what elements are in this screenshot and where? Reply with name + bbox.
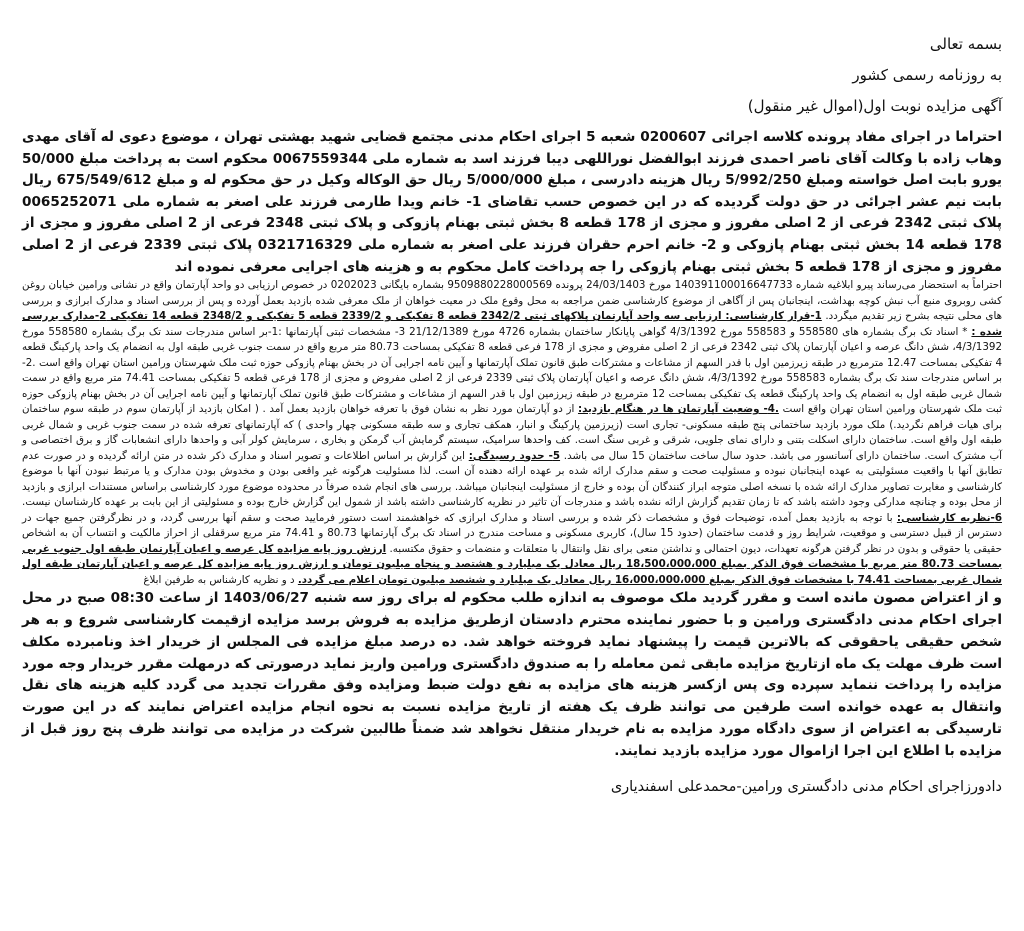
expert-report-documents: * اسناد تک برگ بشماره های 558580 و 558583 مورخ 4/3/1392 گواهی پایانکار ساختمان بشماره 4726 مورخ 21/12/1389 3- مشخصات ثبتی آپارتمانها :1-بر اساس مندرجات سند تک برگ بشماره 558580 مورخ 4/3/1392، شش دانگ عرصه و اعیان آپارتمان پلاک ثبتی 2342 فرعی از 2 اصلی مفروض و مجزی از 178 فرعی قطعه 8 تفکیکی بمساحت 80.73 متر مربع واقع در سمت جنوب غربی طبقه اول به انضمام یک واحد پارکینگ قطعه 4 تفکیکی بمساحت 12.47 مترمربع در طبقه زیرزمین اول با قدر السهم از مشاعات و مشترکات طبق قانون تملک آپارتمانها و آیین نامه اجرایی آن در بخش بهنام پازوکی حوزه ثبت ملک شهرستان ورامین استان تهران واقع است .2-بر اساس مندرجات سند تک برگ بشماره 558583 مورخ 4/3/1392، شش دانگ عرصه و اعیان آپارتمان پلاک ثبتی 2339 فرعی از 2 اصلی مفروض و مجزی از 178 فرعی قطعه 5 تفکیکی بمساحت 74.41 متر مربع واقع در سمت شمال غربی طبقه اول به انضمام یک واحد پارکینگ قطعه یک تفکیکی بمساحت 12 مترمربع در طبقه زیرزمین اول با قدر السهم از مشاعات و مشترکات طبق قانون تملک آپارتمانها و آیین نامه اجرایی آن در بخش بهنام پازوکی حوزه ثبت ملک شهرستان ورامین استان تهران واقع است [22,325,1003,416]
expert-report-heading-6: 6-نظریه کارشناسی: [896,511,1003,524]
expert-report-heading-4: .4- وضعیت آپارتمان ها در هنگام بازدید: [577,403,779,416]
newspaper-label: به روزنامه رسمی کشور [852,66,1002,84]
expert-report-scope: این گزارش بر اساس اطلاعات و تصویر اسناد و مدارک ذکر شده در متن ارائه گردیده و در صورت عدم تطابق آنها با واقعیت مسئولیتی به عهده اینجانبان نبوده و مسئولیت صحت و سقم مدارک ارائه شده بر عهده ارائه دهنده آن است. لذا مسئولیت هرگونه غیر واقعی بودن و مخدوش بودن مدارک و یا مرتبط نبودن آنها با موضوع کارشناسی و مغایرت تصاویر مدارک ارائه شده با نسخه اصلی متوجه ابراز کنندگان آن بوده و خارج از مسئولیت اینجانبان میباشد. بررسی های انجام شده صرفاً در محدوده موضوع مورد کارشناسی براساس مستندات ابرازی و بازدید از محل بوده و چنانچه مدارکی وجود داشته باشد که تا زمان تقدیم گزارش ارائه نشده باشد و مندرجات آن تاثیر در نظریه کارشناسی داشته باشد از شمول این گزارش خارج بوده و مسئولیتی از این بابت بر عهده کارشناسان نیست. [22,449,1002,509]
auction-paragraph: و از اعتراض مصون مانده است و مقرر گردید ملک موصوف به اندازه طلب محکوم له برای روز سه شنبه 1403/06/27 از ساعت 08:30 صبح در محل اجرای احکام مدنی دادگستری ورامین و با حضور نماینده محترم دادستان ازطریق مزایده به فروش برسد مزایده ازقیمت کارشناسی شروع و به هر شخص حقیقی یاحقوقی که بالاترین قیمت را پیشنهاد نماید فروخته خواهد شد. ده درصد مبلغ مزایده فی المجلس از خریدار اخذ ونامبرده مکلف است ظرف مهلت یک ماه ازتاریخ مزایده مابقی ثمن معامله را به صندوق دادگستری ورامین واریز نماید درصورتی که درمهلت مقرر خریدار وجه مورد مزایده را پرداخت ننماید سپرده وی پس ازکسر هزینه های مزایده به نفع دولت ضبط ومزایده وفق مقررات تجدید می گردد کلیه هزینه های نقل وانتقال به عهده خوانده است طرفین می توانند ظرف یک هفته از تاریخ مزایده نسبت به نحوه انجام مزایده اعتراض نمایند که در این صورت تارسیدگی به اعتراض از سوی دادگاه مورد مزایده به نام خریدار منتقل نخواهد شد ضمناً طالبین شرکت در مزایده می توانند ظرف پنج روز قبل از مزایده با اطلاع این اجرا ازاموال مورد مزایده بازدید نمایند. [22,590,1002,759]
expert-report-values: ارزش روز پایه مزایده کل عرصه و اعیان آپارتمان طبقه اول جنوب غربی بمساحت 80.73 متر مربع با مشخصات فوق الذکر بمبلغ 18،500،000،000 ریال معادل یک میلیارد و هشتصد و پنجاه میلیون تومان و ارزش روز پایه مزایده کل عرصه و اعیان آپارتمان طبقه اول شمال غربی بمساحت 74.41 با مشخصات فوق الذکر بمبلغ 16،000،000،000 ریال معادل یک میلیارد و ششصد میلیون تومان اعلام می گردد. [22,542,1003,586]
expert-report-visit: از دو آپارتمان مورد نظر به نشان فوق با تعرفه خواهان بازدید بعمل آمد . ( امکان بازدید از آپارتمان سوم در طبقه سوم ساختمان برای هیات فراهم نگردید.) ملک مورد بازدید ساختمانی پنج طبقه مسکونی- تجاری است (زیرزمین پارکینگ و انبار، همکف تجاری و سه طبقه مسکونی چهار واحدی ) که آپارتمانهای تعرفه شده در سمت جنوب غربی و شمال غربی طبقه اول واقع است. ساختمان دارای اسکلت بتنی و دارای نمای جلویی، شرقی و غربی سنگ است. کف واحدها سرامیک، سیستم گرمایش آب گرمکن و بخاری ، سرمایش کولر آبی و واحدها دارای انشعابات گاز و برق اختصاصی و آب مشترک است. ساختمان دارای آسانسور می باشد. حدود سال ساخت ساختمان 15 سال می باشد. [22,403,1002,462]
expert-report-tail: د و نظریه کارشناس به طرفین ابلاغ [143,573,295,586]
intro-paragraph: احتراما در اجرای مفاد پرونده کلاسه اجرائی 0200607 شعبه 5 اجرای احکام مدنی مجتمع قضایی شهید بهشتی تهران ، موضوع دعوی له آقای مهدی وهاب زاده با وکالت آقای ناصر احمدی فرزند ابوالفضل نوراللهی دیبا فرزند اسد به شماره ملی 0067559344 محکوم است به پرداخت مبلغ 50/000 یورو بابت اصل خواسته ومبلغ 5/992/250 ریال هزینه دادرسی ، مبلغ 5/000/000 ریال حق الوکاله وکیل در حق محکوم له و مبلغ 675/549/612 ریال بابت نیم عشر اجرائی در حق دولت گردیده که در این خصوص حسب تقاضای 1- خانم ویدا طارمی فرزند علی اصغر به شماره ملی 0065252071 پلاک ثبتی 2342 فرعی از 2 اصلی مفروز و مجزی از 178 قطعه 8 بخش ثبتی بهنام پازوکی و پلاک ثبتی 2348 فرعی از 2 اصلی مفروز و مجزی از 178 قطعه 14 بخش ثبتی بهنام پازوکی و 2- خانم احرم حقران فرزند علی اصغر به شماره ملی 0321716329 پلاک ثبتی 2339 فرعی از 2 اصلی مفروز و مجزی از 178 قطعه 5 بخش ثبتی بهنام پازوکی را جه پرداخت کامل محکوم به و هزینه های اجرایی معرفی نموده اند [22,129,1003,275]
expert-report-heading: 1-قرار کارشناسی: ارزیابی سه واحد آپارتمان پلاکهای ثبتی 2342/2 قطعه 8 تفکیکی و 2339/2 قطعه 5 تفکیکی و 2348/2 قطعه 14 تفکیکی 2-مدارک بررسی شده : [22,310,1002,338]
signature: دادورزاجرای احکام مدنی دادگستری ورامین-محمدعلی اسفندیاری [610,778,1002,795]
expert-report-paragraph [22,278,1002,588]
basmala: بسمه تعالی [929,35,1002,53]
expert-report-intro: احتراماً به استحضار می‌رساند پیرو ابلاغیه شماره 140391100016647733 مورخ 24/03/1403 پرونده 9509880228000569 بشماره بایگانی 0202023 در خصوص ارزیابی دو واحد آپارتمان واقع در نشانی ورامین خیابان روغن کشی روبروی منبع آب نبش کوچه بهداشت، اینجانبان پس از آگاهی از موضوع کارشناسی ضمن مراجعه به محل وقوع ملک در معیت خواهان از ملک معرفی شده بازدید بعمل آورده و پس از بررسی اسناد و مدارک ابرازی و بررسی های محلی نتیجه بشرح زیر تقدیم میگردد. [22,279,1003,323]
expert-report-opinion: با توجه به بازدید بعمل آمده، توضیحات فوق و مشخصات ذکر شده و بررسی اسناد و مدارک ابرازی که خواهشمند است دستور فرمایید صحت و سقم آنها بررسی گردد، و در نظرگرفتن جمیع جهات در دسترس از قبیل دسترسی و موقعیت، شرایط روز و قدمت ساختمان (حدود 15 سال)، کاربری مسکونی و مساحت مندرج در اسناد تک برگ آپارتمانها 80.73 و 74.41 متر مربع سرقفلی از احراز مالکیت و انتساب آن به اشخاص حقیقی یا حقوقی و بدون در نظر گرفتن هرگونه تعهدات، دیون احتمالی و نداشتن منعی برای نقل وانتقال با متعلقات و منضمات و حقوق مکتسبه. [22,511,1003,555]
expert-report-heading-5: 5- حدود رسیدگی: [468,449,561,462]
notice-title: آگهی مزایده نوبت اول(اموال غیر منقول) [747,97,1002,115]
